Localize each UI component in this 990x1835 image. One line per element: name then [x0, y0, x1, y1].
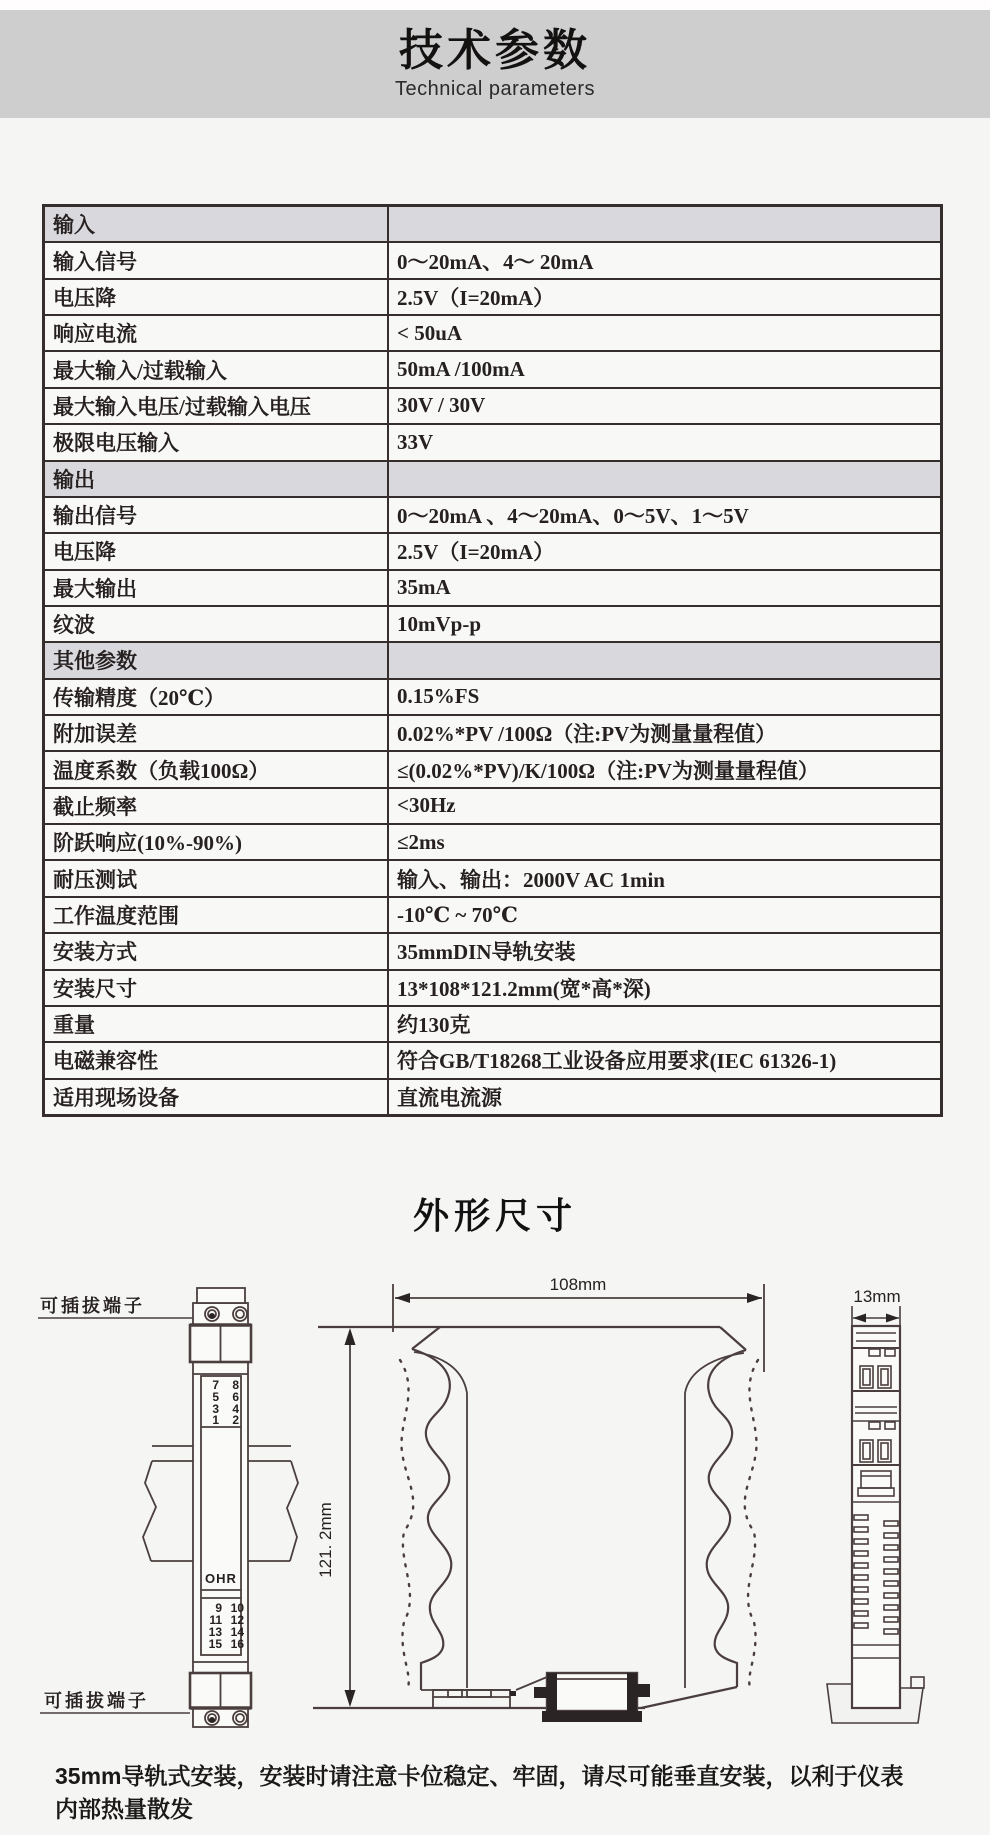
row-label: 电压降 — [45, 534, 389, 568]
row-label: 附加误差 — [45, 716, 389, 750]
row-value: 13*108*121.2mm(宽*高*深) — [397, 976, 651, 1001]
table-row — [45, 352, 940, 388]
row-value: < 50uA — [397, 320, 463, 345]
table-row — [45, 571, 940, 607]
table-row — [45, 825, 940, 861]
row-value: 35mmDIN导轨安装 — [397, 940, 576, 965]
row-value: 33V — [397, 429, 434, 454]
row-label: 电磁兼容性 — [45, 1043, 389, 1077]
table-row — [45, 243, 940, 279]
row-label: 最大输出 — [45, 571, 389, 605]
height-dimension-label: 121. 2mm — [316, 1502, 335, 1578]
top-white-strip — [0, 0, 990, 10]
table-row — [45, 789, 940, 825]
row-value: 符合GB/T18268工业设备应用要求(IEC 61326-1) — [397, 1049, 837, 1074]
row-value: 0.15%FS — [397, 684, 480, 709]
row-label: 耐压测试 — [45, 861, 389, 895]
table-section-row — [45, 207, 940, 243]
terminal-number: 3 — [212, 1402, 219, 1416]
table-row — [45, 971, 940, 1007]
outline-drawings — [0, 1240, 990, 1800]
table-row — [45, 1007, 940, 1043]
table-row — [45, 498, 940, 534]
terminal-number: 11 — [209, 1613, 222, 1627]
table-row — [45, 716, 940, 752]
row-value: 10mVp-p — [397, 611, 482, 636]
table-section-row — [45, 462, 940, 498]
row-label: 极限电压输入 — [45, 425, 389, 459]
mounting-note: 35mm导轨式安装，安装时请注意卡位稳定、牢固，请尽可能垂直安装，以利于仪表内部热量散发 — [55, 1763, 904, 1822]
row-value — [389, 207, 940, 241]
row-value: 0.02%*PV /100Ω（注:PV为测量量程值） — [397, 722, 777, 747]
terminal-number: 1 — [212, 1413, 219, 1427]
spec-table — [42, 204, 943, 1117]
row-value: 2.5V（I=20mA） — [397, 285, 555, 310]
row-value: -10℃ ~ 70℃ — [397, 903, 518, 927]
row-label: 安装方式 — [45, 934, 389, 968]
row-label: 传输精度（20℃） — [45, 680, 389, 714]
terminal-number: 13 — [208, 1625, 222, 1639]
pluggable-terminal-label-top: 可插拔端子 — [40, 1296, 145, 1316]
terminal-number: 12 — [230, 1613, 244, 1627]
row-label: 安装尺寸 — [45, 971, 389, 1005]
terminal-number: 6 — [232, 1390, 239, 1404]
row-label: 最大输入/过载输入 — [45, 352, 389, 386]
table-row — [45, 607, 940, 643]
row-value: 输入、输出：2000V AC 1min — [397, 867, 665, 892]
row-label: 温度系数（负载100Ω） — [45, 752, 389, 786]
row-label: 最大输入电压/过载输入电压 — [45, 389, 389, 423]
table-row — [45, 1043, 940, 1079]
table-row — [45, 389, 940, 425]
terminal-number: 2 — [232, 1413, 239, 1427]
left-module-drawing — [38, 1288, 298, 1727]
row-label: 阶跃响应(10%-90%) — [45, 825, 389, 859]
depth-dimension-label: 13mm — [853, 1287, 901, 1306]
row-value: 35mA — [397, 575, 451, 600]
terminal-number: 15 — [208, 1637, 222, 1651]
table-row — [45, 752, 940, 788]
row-label: 重量 — [45, 1007, 389, 1041]
page-subtitle: Technical parameters — [394, 77, 596, 100]
table-row — [45, 861, 940, 897]
row-value: <30Hz — [397, 793, 456, 818]
center-profile-drawing — [313, 1284, 764, 1722]
right-front-drawing — [827, 1306, 924, 1723]
row-label: 输出 — [45, 462, 389, 496]
brand-logo: OHR — [205, 1571, 237, 1586]
row-value: ≤2ms — [397, 829, 445, 854]
terminal-number: 8 — [232, 1378, 239, 1392]
terminal-number: 5 — [212, 1390, 219, 1404]
row-label: 电压降 — [45, 280, 389, 314]
page-title: 技术参数 — [399, 26, 591, 76]
row-label: 响应电流 — [45, 316, 389, 350]
table-row — [45, 534, 940, 570]
terminal-number: 10 — [230, 1601, 244, 1615]
row-value: 直流电流源 — [397, 1085, 502, 1110]
table-row — [45, 1080, 940, 1114]
row-label: 截止频率 — [45, 789, 389, 823]
row-label: 适用现场设备 — [45, 1080, 389, 1114]
table-row — [45, 316, 940, 352]
row-value: 2.5V（I=20mA） — [397, 540, 555, 565]
row-label: 输入信号 — [45, 243, 389, 277]
table-row — [45, 898, 940, 934]
row-value — [389, 462, 940, 496]
terminal-number: 14 — [230, 1625, 244, 1639]
row-value: 30V / 30V — [397, 393, 486, 418]
row-label: 纹波 — [45, 607, 389, 641]
terminal-number: 9 — [215, 1601, 222, 1615]
row-value: 0～20mA、4～ 20mA — [397, 249, 594, 274]
width-dimension-label: 108mm — [549, 1275, 607, 1294]
table-row — [45, 280, 940, 316]
terminal-number: 16 — [230, 1637, 244, 1651]
row-value: 约130克 — [397, 1013, 471, 1038]
page-header — [0, 10, 990, 118]
row-value: ≤(0.02%*PV)/K/100Ω（注:PV为测量量程值） — [397, 758, 820, 783]
table-section-row — [45, 643, 940, 679]
row-label: 工作温度范围 — [45, 898, 389, 932]
row-label: 输入 — [45, 207, 389, 241]
row-value — [389, 643, 940, 677]
row-value: 50mA /100mA — [397, 357, 525, 382]
din-clip — [534, 1673, 650, 1722]
row-label: 输出信号 — [45, 498, 389, 532]
pluggable-terminal-label-bottom: 可插拔端子 — [44, 1691, 149, 1711]
outline-section-title: 外形尺寸 — [412, 1195, 577, 1236]
table-row — [45, 425, 940, 461]
terminal-number: 4 — [232, 1402, 239, 1416]
row-label: 其他参数 — [45, 643, 389, 677]
row-value: 0～20mA 、4～20mA、0～5V、1～5V — [397, 504, 749, 529]
terminal-number: 7 — [212, 1378, 219, 1392]
table-row — [45, 680, 940, 716]
table-row — [45, 934, 940, 970]
